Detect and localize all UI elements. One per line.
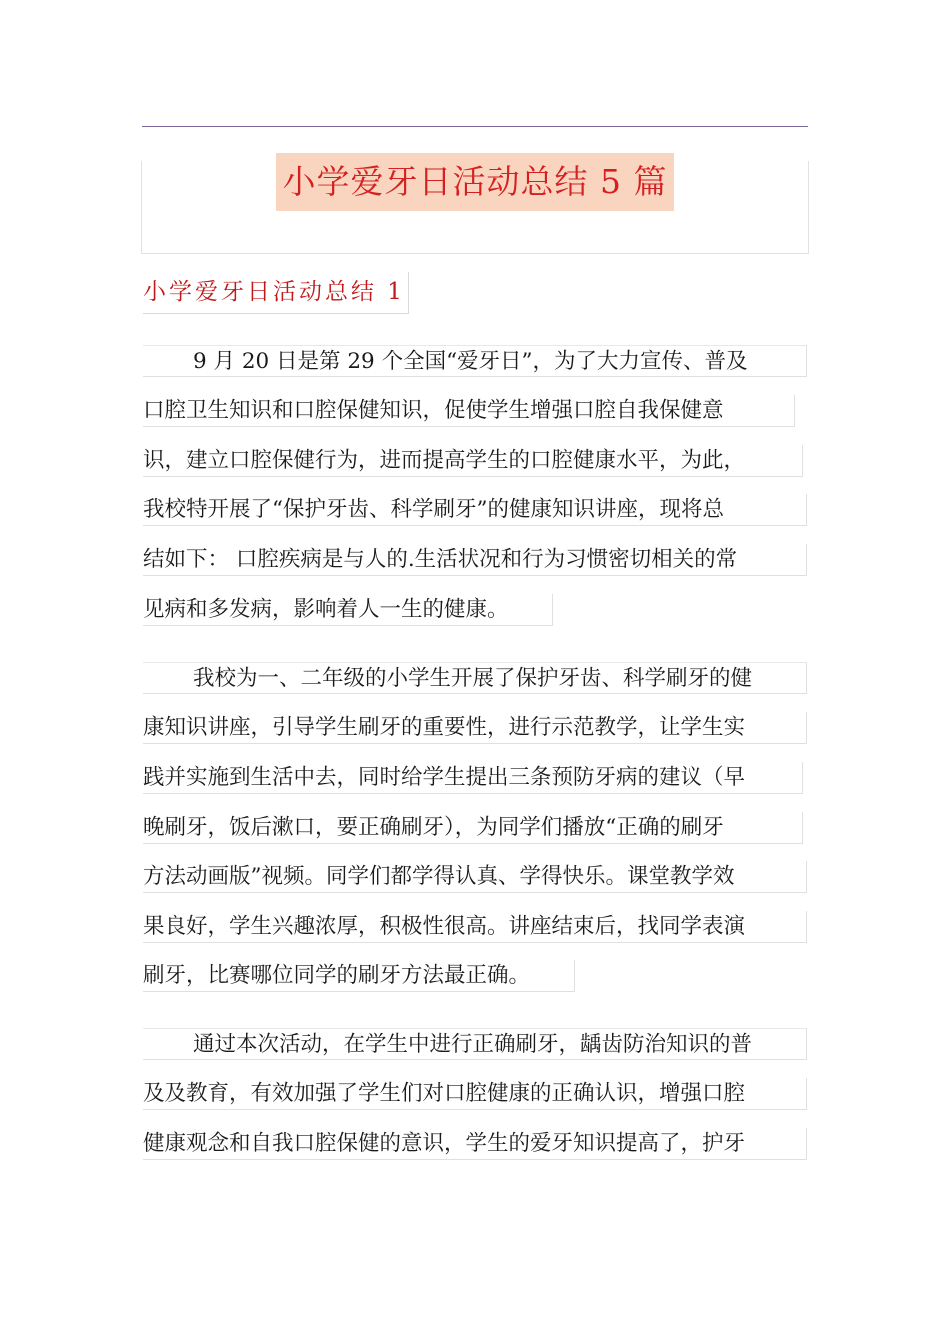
document-title: 小学爱牙日活动总结 5 篇 <box>282 162 668 201</box>
paragraph-line: 及及教育，有效加强了学生们对口腔健康的正确认识，增强口腔 <box>143 1078 807 1110</box>
paragraph-line: 健康观念和自我口腔保健的意识，学生的爱牙知识提高了，护牙 <box>143 1128 807 1160</box>
paragraph-line: 晚刷牙，饭后漱口，要正确刷牙），为同学们播放“正确的刷牙 <box>143 812 803 844</box>
section-heading: 小学爱牙日活动总结 1 <box>143 272 409 314</box>
paragraph-line: 我校特开展了“保护牙齿、科学刷牙”的健康知识讲座，现将总 <box>143 494 807 526</box>
paragraph-line: 方法动画版”视频。同学们都学得认真、学得快乐。课堂教学效 <box>143 861 807 893</box>
paragraph-line: 通过本次活动，在学生中进行正确刷牙，龋齿防治知识的普 <box>143 1028 807 1060</box>
paragraph-line: 刷牙，比赛哪位同学的刷牙方法最正确。 <box>143 960 575 992</box>
paragraph-line: 果良好，学生兴趣浓厚，积极性很高。讲座结束后，找同学表演 <box>143 911 807 943</box>
paragraph-line: 践并实施到生活中去，同时给学生提出三条预防牙病的建议（早 <box>143 762 803 794</box>
paragraph-line: 9 月 20 日是第 29 个全国“爱牙日”，为了大力宣传、普及 <box>143 345 807 377</box>
paragraph-line: 康知识讲座，引导学生刷牙的重要性，进行示范教学，让学生实 <box>143 712 807 744</box>
paragraph-line: 识，建立口腔保健行为，进而提高学生的口腔健康水平，为此， <box>143 445 803 477</box>
paragraph-line: 口腔卫生知识和口腔保健知识，促使学生增强口腔自我保健意 <box>143 395 795 427</box>
top-divider-rule <box>142 126 808 127</box>
paragraph-line: 结如下： 口腔疾病是与人的.生活状况和行为习惯密切相关的常 <box>143 544 807 576</box>
paragraph-line: 见病和多发病，影响着人一生的健康。 <box>143 594 553 626</box>
paragraph-line: 我校为一、二年级的小学生开展了保护牙齿、科学刷牙的健 <box>143 662 807 694</box>
